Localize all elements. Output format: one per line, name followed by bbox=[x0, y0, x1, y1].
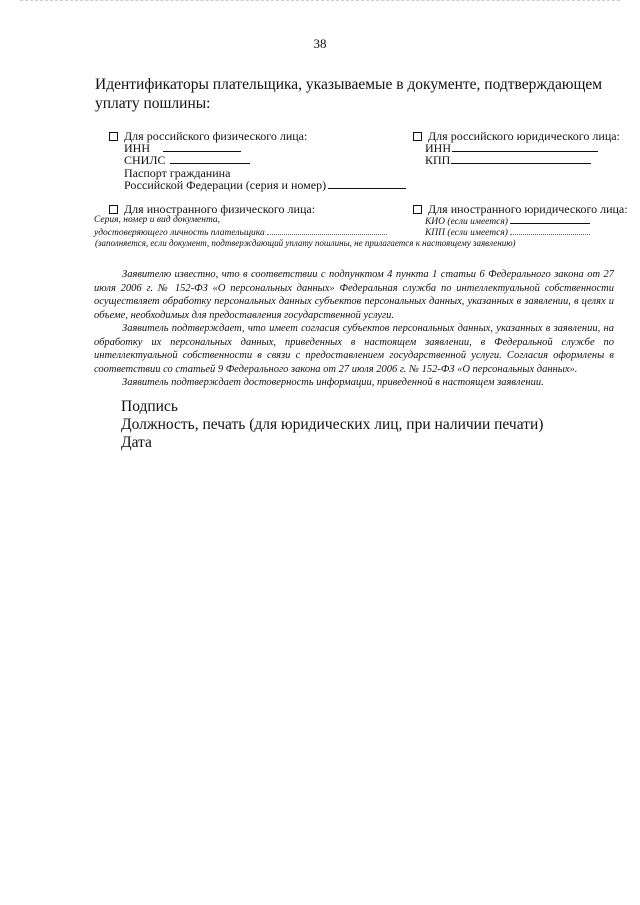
foreign-legal-title: Для иностранного юридического лица: bbox=[428, 202, 628, 216]
passport-field[interactable] bbox=[328, 178, 406, 189]
note: (заполняется, если документ, подтверждающий уплату пошлины, не прилагается к настоящему заявлению) bbox=[95, 238, 516, 248]
checkbox-foreign-legal[interactable] bbox=[413, 205, 422, 214]
paragraph-3: Заявитель подтверждает достоверность информации, приведенной в настоящем заявлении. bbox=[122, 377, 544, 388]
ru-legal-title: Для российского юридического лица: bbox=[428, 129, 620, 143]
page-title: Идентификаторы плательщика, указываемые в документе, подтверждающем уплату пошлины: bbox=[95, 76, 603, 112]
foreign-legal-kpp bbox=[425, 226, 590, 238]
foreign-kpp-label: КПП (если имеется) bbox=[425, 228, 508, 238]
checkbox-ru-individual[interactable] bbox=[109, 132, 118, 141]
inn-field[interactable] bbox=[163, 141, 241, 152]
foreign-kpp-field[interactable] bbox=[510, 226, 590, 235]
consent-paragraphs bbox=[94, 268, 614, 390]
position-label: Должность, печать (для юридических лиц, при наличии печати) bbox=[121, 416, 544, 433]
inn-label: ИНН bbox=[124, 141, 150, 155]
ru-individual-passport bbox=[124, 178, 406, 193]
foreign-doc-field[interactable] bbox=[267, 226, 387, 235]
foreign-individual-doc bbox=[94, 226, 387, 238]
checkbox-foreign-individual[interactable] bbox=[109, 205, 118, 214]
checkbox-ru-legal[interactable] bbox=[413, 132, 422, 141]
page-number: 38 bbox=[313, 36, 327, 51]
date-label: Дата bbox=[121, 434, 152, 451]
paragraph-2: Заявитель подтверждает, что имеет согласия субъектов персональных данных, указанных в заявлении, на обработку их персональных данных, приведенных в настоящем заявлении, в Федеральной службе по интеллектуальной собственности в связи с предоставлением государственной услуги. Согласия оформлены в соответствии со статьей 9 Федерального закона от 27 июля 2006 г. № 152-ФЗ «О персональных данных». bbox=[94, 323, 614, 375]
kio-label: КИО (если имеется) bbox=[425, 217, 508, 227]
signature-label: Подпись bbox=[121, 398, 178, 415]
legal-inn-label: ИНН bbox=[425, 141, 451, 155]
scan-edge bbox=[20, 0, 620, 2]
legal-inn-field[interactable] bbox=[452, 141, 598, 152]
legal-kpp-label: КПП bbox=[425, 153, 451, 167]
legal-kpp-field[interactable] bbox=[451, 153, 591, 164]
snils-field[interactable] bbox=[170, 153, 250, 164]
foreign-individual-line1: Серия, номер и вид документа, bbox=[94, 215, 221, 225]
paragraph-1: Заявителю известно, что в соответствии с подпунктом 4 пункта 1 статьи 6 Федерального закона от 27 июля 2006 г. № 152-ФЗ «О персональных данных» Федеральная служба по интеллектуальной собственности осуществляет обработку персональных данных субъектов персональных данных, указанных в заявлении, в целях и объеме, необходимых для предоставления государственной услуги. bbox=[94, 269, 614, 321]
kio-field[interactable] bbox=[510, 215, 590, 224]
foreign-individual-title: Для иностранного физического лица: bbox=[124, 202, 316, 216]
passport-label-1: Паспорт гражданина bbox=[124, 166, 231, 180]
ru-individual-title: Для российского физического лица: bbox=[124, 129, 308, 143]
ru-legal-kpp bbox=[425, 153, 591, 168]
snils-label: СНИЛС bbox=[124, 153, 166, 167]
foreign-doc-label: удостоверяющего личность плательщика bbox=[94, 228, 265, 238]
passport-label-2: Российской Федерации (серия и номер) bbox=[124, 178, 327, 192]
